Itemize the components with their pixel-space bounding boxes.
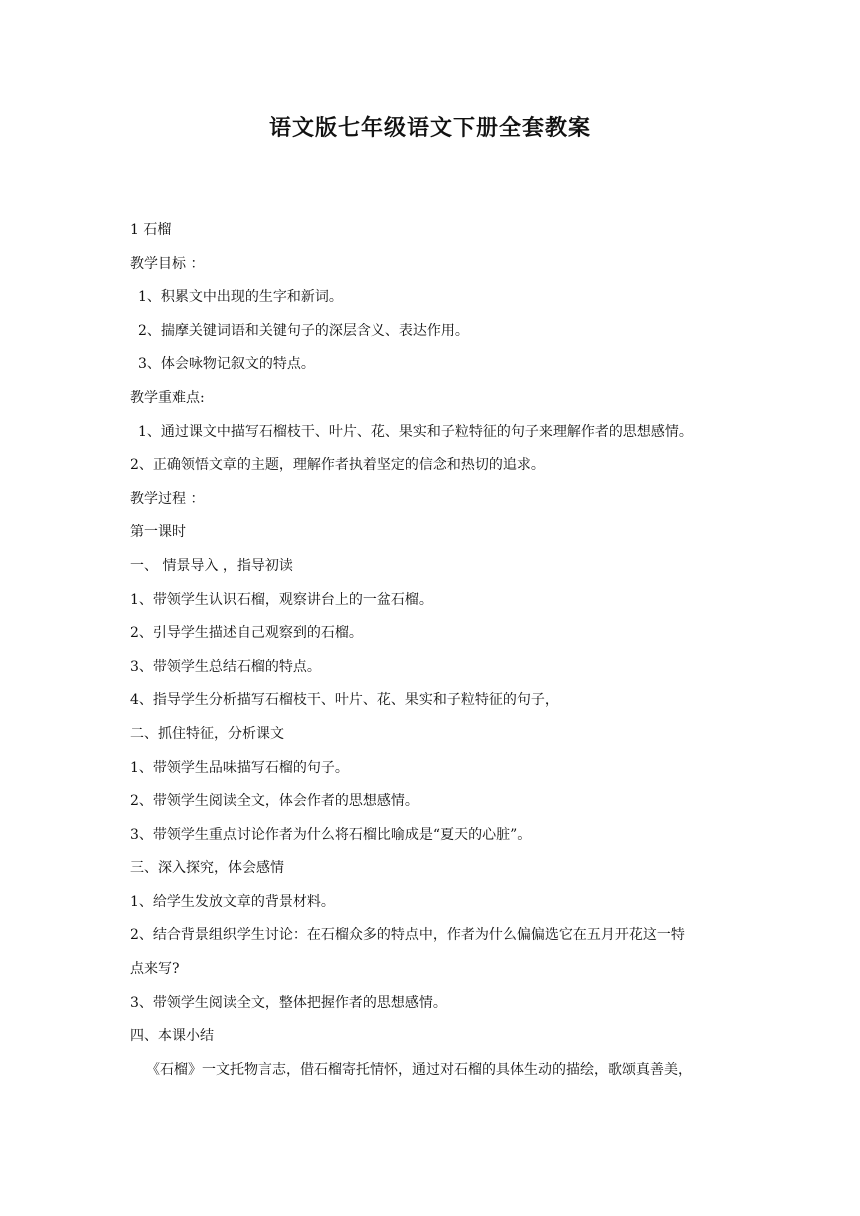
section-heading: 教学重难点: [130,389,205,406]
list-item: 1、带领学生品味描写石榴的句子。 [130,759,349,776]
list-item: 2、结合背景组织学生讨论：在石榴众多的特点中，作者为什么偏偏选它在五月开花这一特 [130,927,685,944]
section-heading: 教学目标 ： [130,255,205,272]
section-heading: 教学过程 ： [130,490,205,507]
list-item: 2、引导学生描述自己观察到的石榴。 [130,625,363,642]
list-item-continuation: 点来写? [130,961,180,978]
lesson-heading: 1 石榴 [130,222,172,238]
section-heading: 四、本课小结 [130,1028,214,1045]
list-item: 3、带领学生阅读全文，整体把握作者的思想感情。 [130,994,447,1011]
list-item: 1、给学生发放文章的背景材料。 [130,893,335,910]
list-item: 1、通过课文中描写石榴枝干、叶片、花、果实和子粒特征的句子来理解作者的思想感情。 [138,423,693,440]
section-heading: 第一课时 [130,524,186,541]
list-item: 2、带领学生阅读全文，体会作者的思想感情。 [130,793,419,810]
document-title: 语文版七年级语文下册全套教案 [268,115,591,141]
list-item: 4、指导学生分析描写石榴枝干、叶片、花、果实和子粒特征的句子， [130,692,559,709]
summary-paragraph: 《石榴》一文托物言志，借石榴寄托情怀，通过对石榴的具体生动的描绘，歌颂真善美， [146,1061,692,1078]
list-item: 3、体会咏物记叙文的特点。 [138,356,315,373]
document-body [130,220,740,1093]
list-item: 2、正确领悟文章的主题，理解作者执着坚定的信念和热切的追求。 [130,457,545,474]
section-heading: 二、抓住特征，分析课文 [130,725,284,742]
list-item: 3、带领学生重点讨论作者为什么将石榴比喻成是“夏天的心脏”。 [130,826,532,843]
section-heading: 三、深入探究，体会感情 [130,860,284,877]
list-item: 3、带领学生总结石榴的特点。 [130,658,321,675]
list-item: 1、积累文中出现的生字和新词。 [138,289,343,306]
list-item: 2、揣摩关键词语和关键句子的深层含义、表达作用。 [138,322,469,339]
list-item: 1、带领学生认识石榴，观察讲台上的一盆石榴。 [130,591,433,608]
section-heading: 一、 情景导入 ，指导初读 [130,557,293,574]
